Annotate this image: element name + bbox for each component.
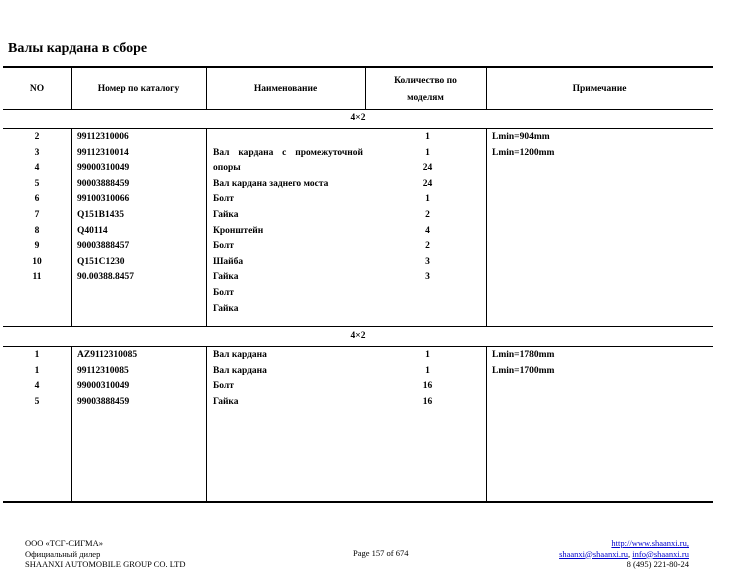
table-cell-name: Болт: [213, 241, 234, 252]
table-cell-catalog: 90.00388.8457: [77, 272, 134, 283]
table-cell-qty: 1: [425, 147, 430, 158]
table-cell-qty: 1: [425, 350, 430, 360]
table-cell-note: Lmin=1780mm: [492, 350, 555, 360]
section2-name-column: [213, 348, 363, 410]
table-cell-name: Гайка: [213, 396, 239, 407]
header-note: Примечание: [572, 84, 627, 94]
header-bottom-rule: [3, 109, 713, 110]
table-cell-qty: 24: [422, 163, 433, 174]
table-cell-note: Lmin=1200mm: [492, 147, 555, 158]
table-cell-catalog: 99000310049: [77, 381, 130, 392]
table-cell-no: 3: [34, 147, 40, 158]
table-cell-catalog: 99112310014: [77, 147, 129, 158]
table-cell-qty: 1: [425, 194, 430, 205]
table-cell-no: 1: [34, 365, 40, 376]
section2-label-rule: [3, 346, 713, 347]
table-cell-no: 4: [34, 163, 40, 174]
table-cell-catalog: Q151B1435: [77, 209, 124, 220]
table-cell-qty: 1: [425, 132, 430, 142]
table-cell-no: 10: [32, 256, 42, 267]
header-qty-line1: Количество по: [394, 76, 457, 86]
table-top-rule: [3, 66, 713, 68]
table-cell-name: Вал кардана с промежуточной: [213, 147, 363, 158]
header-qty: [365, 74, 486, 105]
table-cell-name: Вал кардана: [213, 350, 267, 360]
table-cell-no: 9: [34, 241, 40, 252]
column-divider: [71, 347, 72, 501]
table-cell-qty: 16: [422, 381, 433, 392]
table-cell-name: Вал кардана: [213, 365, 267, 376]
footer-company: ООО «ТСГ-СИГМА»: [25, 538, 103, 548]
table-cell-qty: 2: [425, 209, 430, 220]
table-cell-name: Вал кардана заднего моста: [213, 178, 329, 189]
table-cell-catalog: 99000310049: [77, 163, 130, 174]
table-cell-no: 2: [34, 132, 40, 142]
table-cell-catalog: AZ9112310085: [77, 350, 138, 360]
section-divider-rule: [3, 326, 713, 327]
table-cell-catalog: 99112310085: [77, 365, 129, 376]
header-catalog: Номер по каталогу: [97, 84, 180, 94]
section1-name-column: [213, 130, 363, 317]
column-divider: [71, 129, 72, 326]
table-cell-note: Lmin=1700mm: [492, 365, 555, 376]
section1-qty-column: [369, 130, 486, 286]
table-cell-qty: 24: [422, 178, 433, 189]
header-qty-line2: моделям: [407, 93, 444, 103]
table-cell-name: Болт: [213, 287, 234, 298]
table-cell-catalog: 90003888457: [77, 241, 130, 252]
table-cell-qty: 2: [425, 241, 430, 252]
header-no: NO: [29, 84, 45, 94]
table-cell-name: Гайка: [213, 303, 239, 314]
table-cell-name: опоры: [213, 163, 241, 174]
table-cell-qty: 1: [425, 365, 430, 376]
table-cell-no: 4: [34, 381, 40, 392]
section-label: 4×2: [350, 331, 366, 341]
table-cell-no: 6: [34, 194, 40, 205]
footer-group: SHAANXI AUTOMOBILE GROUP CO. LTD: [25, 559, 186, 569]
website-link[interactable]: http://www.shaanxi.ru,: [611, 538, 689, 548]
table-cell-catalog: 99112310006: [77, 132, 129, 142]
table-cell-name: Шайба: [213, 256, 244, 267]
email-link[interactable]: info@shaanxi.ru: [632, 548, 689, 559]
footer-contacts-block: [559, 538, 689, 570]
footer-dealer: Официальный дилер: [25, 548, 101, 559]
table-cell-catalog: Q151C1230: [77, 256, 125, 267]
table-cell-name: Болт: [213, 194, 234, 205]
page-number: Page 157 of 674: [353, 548, 409, 558]
table-cell-qty: 16: [422, 396, 433, 407]
table-cell-name: Гайка: [213, 209, 239, 220]
section1-label-rule: [3, 128, 713, 129]
section-label: 4×2: [350, 113, 366, 123]
table-cell-no: 1: [34, 350, 40, 360]
section2-note-column: [492, 348, 712, 379]
section2-catalog-column: [77, 348, 205, 410]
table-cell-no: 5: [34, 178, 40, 189]
table-cell-catalog: 90003888459: [77, 178, 130, 189]
table-cell-note: Lmin=904mm: [492, 132, 550, 142]
footer-company-block: [25, 538, 186, 570]
section1-no-column: [3, 130, 71, 286]
table-cell-name: Гайка: [213, 272, 239, 283]
table-bottom-rule: [3, 501, 713, 503]
table-cell-name: [213, 130, 363, 146]
table-cell-no: 8: [34, 225, 40, 236]
section1-note-column: [492, 130, 712, 161]
table-cell-no: 5: [34, 396, 40, 407]
table-cell-catalog: 99100310066: [77, 194, 130, 205]
column-divider: [486, 129, 487, 326]
table-cell-no: 7: [34, 209, 40, 220]
email-link[interactable]: shaanxi@shaanxi.ru: [559, 548, 629, 559]
table-cell-catalog: Q40114: [77, 225, 108, 236]
email-separator: ,: [628, 548, 633, 559]
section2-no-column: [3, 348, 71, 410]
section1-catalog-column: [77, 130, 205, 286]
column-divider: [206, 129, 207, 326]
table-cell-qty: 4: [425, 225, 430, 236]
section2-qty-column: [369, 348, 486, 410]
table-cell-name: Кронштейн: [213, 225, 264, 236]
table-cell-name: Болт: [213, 381, 234, 392]
table-cell-qty: 3: [425, 272, 430, 283]
column-divider: [206, 347, 207, 501]
header-name: Наименование: [253, 84, 318, 94]
page-title: Валы кардана в сборе: [8, 41, 148, 56]
column-divider: [486, 347, 487, 501]
table-cell-catalog: 99003888459: [77, 396, 130, 407]
table-cell-no: 11: [32, 272, 42, 283]
table-cell-qty: 3: [425, 256, 430, 267]
footer-phone: 8 (495) 221-80-24: [626, 559, 689, 569]
